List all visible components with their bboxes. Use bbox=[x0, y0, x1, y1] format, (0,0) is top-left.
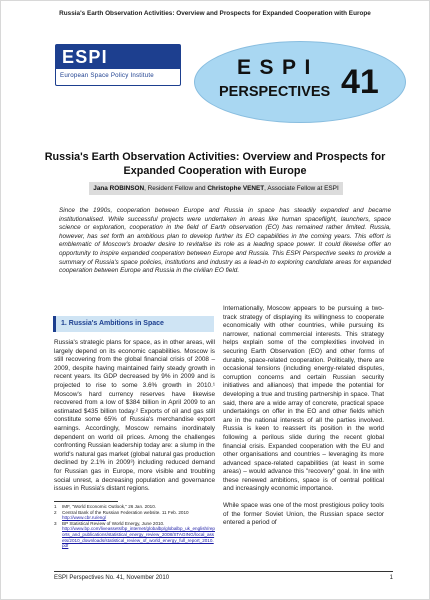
author-1-role: , Resident Fellow and bbox=[144, 185, 208, 192]
author-1-name: Jana ROBINSON bbox=[93, 185, 145, 192]
section-title: 1. Russia's Ambitions in Space bbox=[61, 319, 164, 327]
logo-subtitle: European Space Policy Institute bbox=[60, 72, 154, 79]
body-paragraph: Russia's strategic plans for space, as in other areas, will largely depend on its economic capabilities. Moscow is still recovering from the global financial crisis of 2008 – 2009, despite having maintained fairly steady growth in recent years. Its GDP decreased by 9% in 2009 and is projected to rise to some 3.6% growth in 2010.¹ Moscow's hard currency reserves have likewise recovered from a low of $384 billion in April 2009 to an estimated $435 billion today.² Exports of oil and gas still constitute some 65% of Russia's merchandise export earnings. Accordingly, Moscow remains inordinately dependent on world oil prices. Among the challenges confronting Russian leadership today are: a slump in the world's natural gas market (global natural gas production declined by 2.1% in 2009³) including reduced demand for Russian gas in Europe, more visible and troubling social unrest, a decreasing population and governance issues in Russia's distant regions. bbox=[54, 339, 215, 493]
section-heading bbox=[53, 316, 214, 332]
series-badge bbox=[194, 41, 406, 123]
page-number: 1 bbox=[389, 575, 393, 581]
logo-mark: ESPI bbox=[62, 46, 108, 67]
author-line bbox=[89, 182, 343, 195]
footnote-text: IMF, "World Economic Outlook," 26 Jan. 2010. bbox=[62, 504, 157, 509]
body-paragraph: While space was one of the most prestigious policy tools of the former Soviet Union, the Russian space sector entered a period of bbox=[223, 502, 384, 527]
footnote-number: 2 bbox=[54, 509, 57, 515]
badge-issue-number: 41 bbox=[341, 63, 379, 101]
footer-publication: ESPI Perspectives No. 41, November 2010 bbox=[54, 575, 170, 581]
footnote bbox=[54, 510, 215, 521]
footnote-divider bbox=[54, 501, 118, 502]
author-2-name: Christophe VENET bbox=[207, 185, 265, 192]
abstract: Since the 1990s, cooperation between Europe and Russia in space has steadily expanded and became institutionalised. While successful projects were undertaken in areas like human spaceflight, launchers, space science or exploration, cooperation in the field of Earth observation (EO) has remained rather limited. Russia, however, has set forth an ambitious plan to develop further its EO capabilities in the coming years. This effort is emblematic of Moscow's broader desire to revitalise its role as a leading space power. It could likewise offer an opportunity to inspire expanded cooperation between Europe and Russia. This ESPI Perspective seeks to provide a summary of Russia's space policies, institutions and industry as a lead-in to exploring candidate areas for expanded cooperation between Europe and Russia in the civilian EO field. bbox=[59, 207, 391, 275]
footnote bbox=[54, 521, 215, 549]
footnote-text: Central Bank of the Russian Federation website. 11 Feb. 2010 bbox=[62, 509, 189, 515]
running-head: Russia's Earth Observation Activities: Overview and Prospects for Expanded Cooperation with Europe bbox=[59, 10, 371, 17]
badge-perspectives: PERSPECTIVES bbox=[219, 84, 331, 100]
author-2-role: , Associate Fellow at ESPI bbox=[264, 185, 339, 192]
body-column-left bbox=[54, 339, 215, 502]
footnote-link[interactable]: http://www.bp.com/liveassets/bp_internet/globalbp/globalbp_uk_english/reports_and_publications/statistical_energy_review_2008/STAGING/local_assets/2010_downloads/statistical_review_of_world_energy_full_report_2010.pdf bbox=[62, 526, 215, 549]
footnote-number: 3 bbox=[54, 520, 57, 526]
badge-espi: ESPI bbox=[237, 56, 319, 79]
logo-band bbox=[56, 45, 180, 69]
footer-divider bbox=[54, 571, 393, 572]
document-title: Russia's Earth Observation Activities: Overview and Prospects for Expanded Cooperation with Europe bbox=[44, 151, 386, 177]
body-paragraph: Internationally, Moscow appears to be pursuing a two-track strategy of displaying its willingness to cooperate economically with other countries, while pursuing its narrower, national commercial interests. This strategy helps explain some of the complexities involved in securing Earth Observation (EO) and other forms of durable, space-related cooperation. Politically, there are occasional tensions (including energy-related disputes, corruption concerns and certain Russian security initiatives and alliances) that impede the potential for developing a true and trusting partnership in space. That said, there are a wide array of concrete, practical space undertakings on offer in the EO and other fields which are in the national interests of all the parties involved. Russia is keen to reassert its position in the world following a perilous slide during the recent global financial crisis. Expanded cooperation with the EU and other organisations and countries – leveraging its more advanced space-related capabilities (at least in some areas) – would advance this "recovery" goal. In line with these renewed ambitions, space is of central political and increasingly economic importance. bbox=[223, 305, 384, 493]
footnotes bbox=[54, 504, 215, 549]
footnote-text: BP Statistical Review of World Energy, June 2010. bbox=[62, 520, 165, 526]
body-column-right bbox=[223, 305, 384, 536]
footnote-link[interactable]: http://www.cbr.ru/eng/ bbox=[62, 515, 107, 521]
espi-logo bbox=[55, 44, 181, 86]
footnote-number: 1 bbox=[54, 504, 57, 509]
